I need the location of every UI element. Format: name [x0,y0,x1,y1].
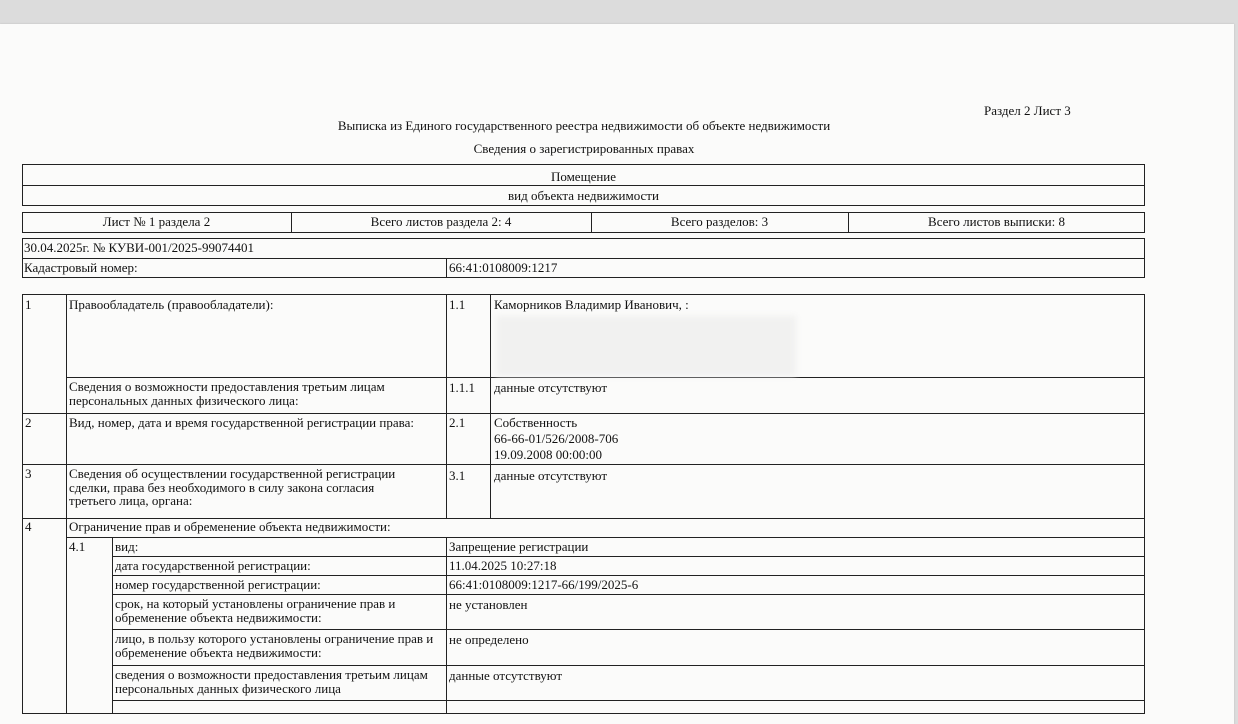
divider [446,294,447,518]
divider [112,556,1145,557]
divider [446,258,447,278]
row-number: 4 [25,519,32,534]
redacted-area [496,316,796,376]
sub-number: 1.1.1 [449,380,475,395]
restriction-term-label: срок, на который установлены ограничение прав и обременение объекта недвижимости: [115,596,396,625]
restriction-kind-label: вид: [115,539,139,554]
divider [112,700,1145,701]
section-sheet-label: Раздел 2 Лист 3 [984,103,1071,118]
restriction-term-value: не установлен [449,597,528,612]
extract-date-number: 30.04.2025г. № КУВИ-001/2025-99074401 [24,240,254,255]
restriction-consent-value: данные отсутствуют [449,668,563,683]
total-sections: Всего разделов: 3 [670,214,769,229]
divider [66,377,1145,378]
restriction-kind-value: Запрещение регистрации [449,539,589,554]
restriction-number-value: 66:41:0108009:1217-66/199/2025-6 [449,577,639,592]
registration-label: Вид, номер, дата и время государственной регистрации права: [69,415,414,430]
divider [66,537,1145,538]
sub-number: 4.1 [69,539,86,554]
divider [490,294,491,518]
cadastral-label: Кадастровый номер: [24,260,138,275]
restriction-person-label: лицо, в пользу которого установлены ограничение прав и обременение объекта недвижимости: [115,631,434,660]
object-type-caption: вид объекта недвижимости [508,188,659,203]
divider [22,464,1145,465]
divider [112,575,1145,576]
restriction-label: Ограничение прав и обременение объекта недвижимости: [69,519,391,534]
sub-number: 1.1 [449,297,466,312]
total-sheets-section: Всего листов раздела 2: 4 [370,214,512,229]
sub-number: 2.1 [449,415,466,430]
divider [22,185,1145,186]
divider [66,294,67,714]
divider [446,537,447,714]
restriction-consent-label: сведения о возможности предоставления третьим лицам персональных данных физического лица [115,667,428,696]
divider [112,537,113,714]
row-number: 1 [25,297,32,312]
right-holder-label: Правообладатель (правообладатели): [69,297,274,312]
total-sheets: Всего листов выписки: 8 [928,214,1065,229]
cadastral-number: 66:41:0108009:1217 [449,260,558,275]
transaction-label: Сведения об осуществлении государственной регистрации сделки, права без необходимого в силу закона согласия третьего лица, органа: [69,466,396,508]
divider [112,665,1145,666]
restriction-date-value: 11.04.2025 10:27:18 [449,558,557,573]
right-registration-date: 19.09.2008 00:00:00 [494,447,602,462]
row-number: 2 [25,415,32,430]
personal-data-value: данные отсутствуют [494,380,608,395]
right-holder-name: Каморников Владимир Иванович, : [494,297,689,312]
personal-data-label: Сведения о возможности предоставления третьим лицам персональных данных физического лица: [69,379,385,408]
restriction-person-value: не определено [449,632,529,647]
row-number: 3 [25,466,32,481]
transaction-value: данные отсутствуют [494,468,608,483]
sheet-number: Лист № 1 раздела 2 [102,214,211,229]
document-subtitle: Сведения о зарегистрированных правах [473,141,695,156]
object-type: Помещение [550,169,617,184]
restriction-number-label: номер государственной регистрации: [115,577,321,592]
restriction-date-label: дата государственной регистрации: [115,558,311,573]
divider [112,629,1145,630]
sub-number: 3.1 [449,468,466,483]
right-registration-number: 66-66-01/526/2008-706 [494,431,619,446]
document-title: Выписка из Единого государственного реестра недвижимости об объекте недвижимости [337,118,831,133]
divider [22,413,1145,414]
right-type: Собственность [494,415,578,430]
divider [22,258,1145,259]
divider [112,594,1145,595]
